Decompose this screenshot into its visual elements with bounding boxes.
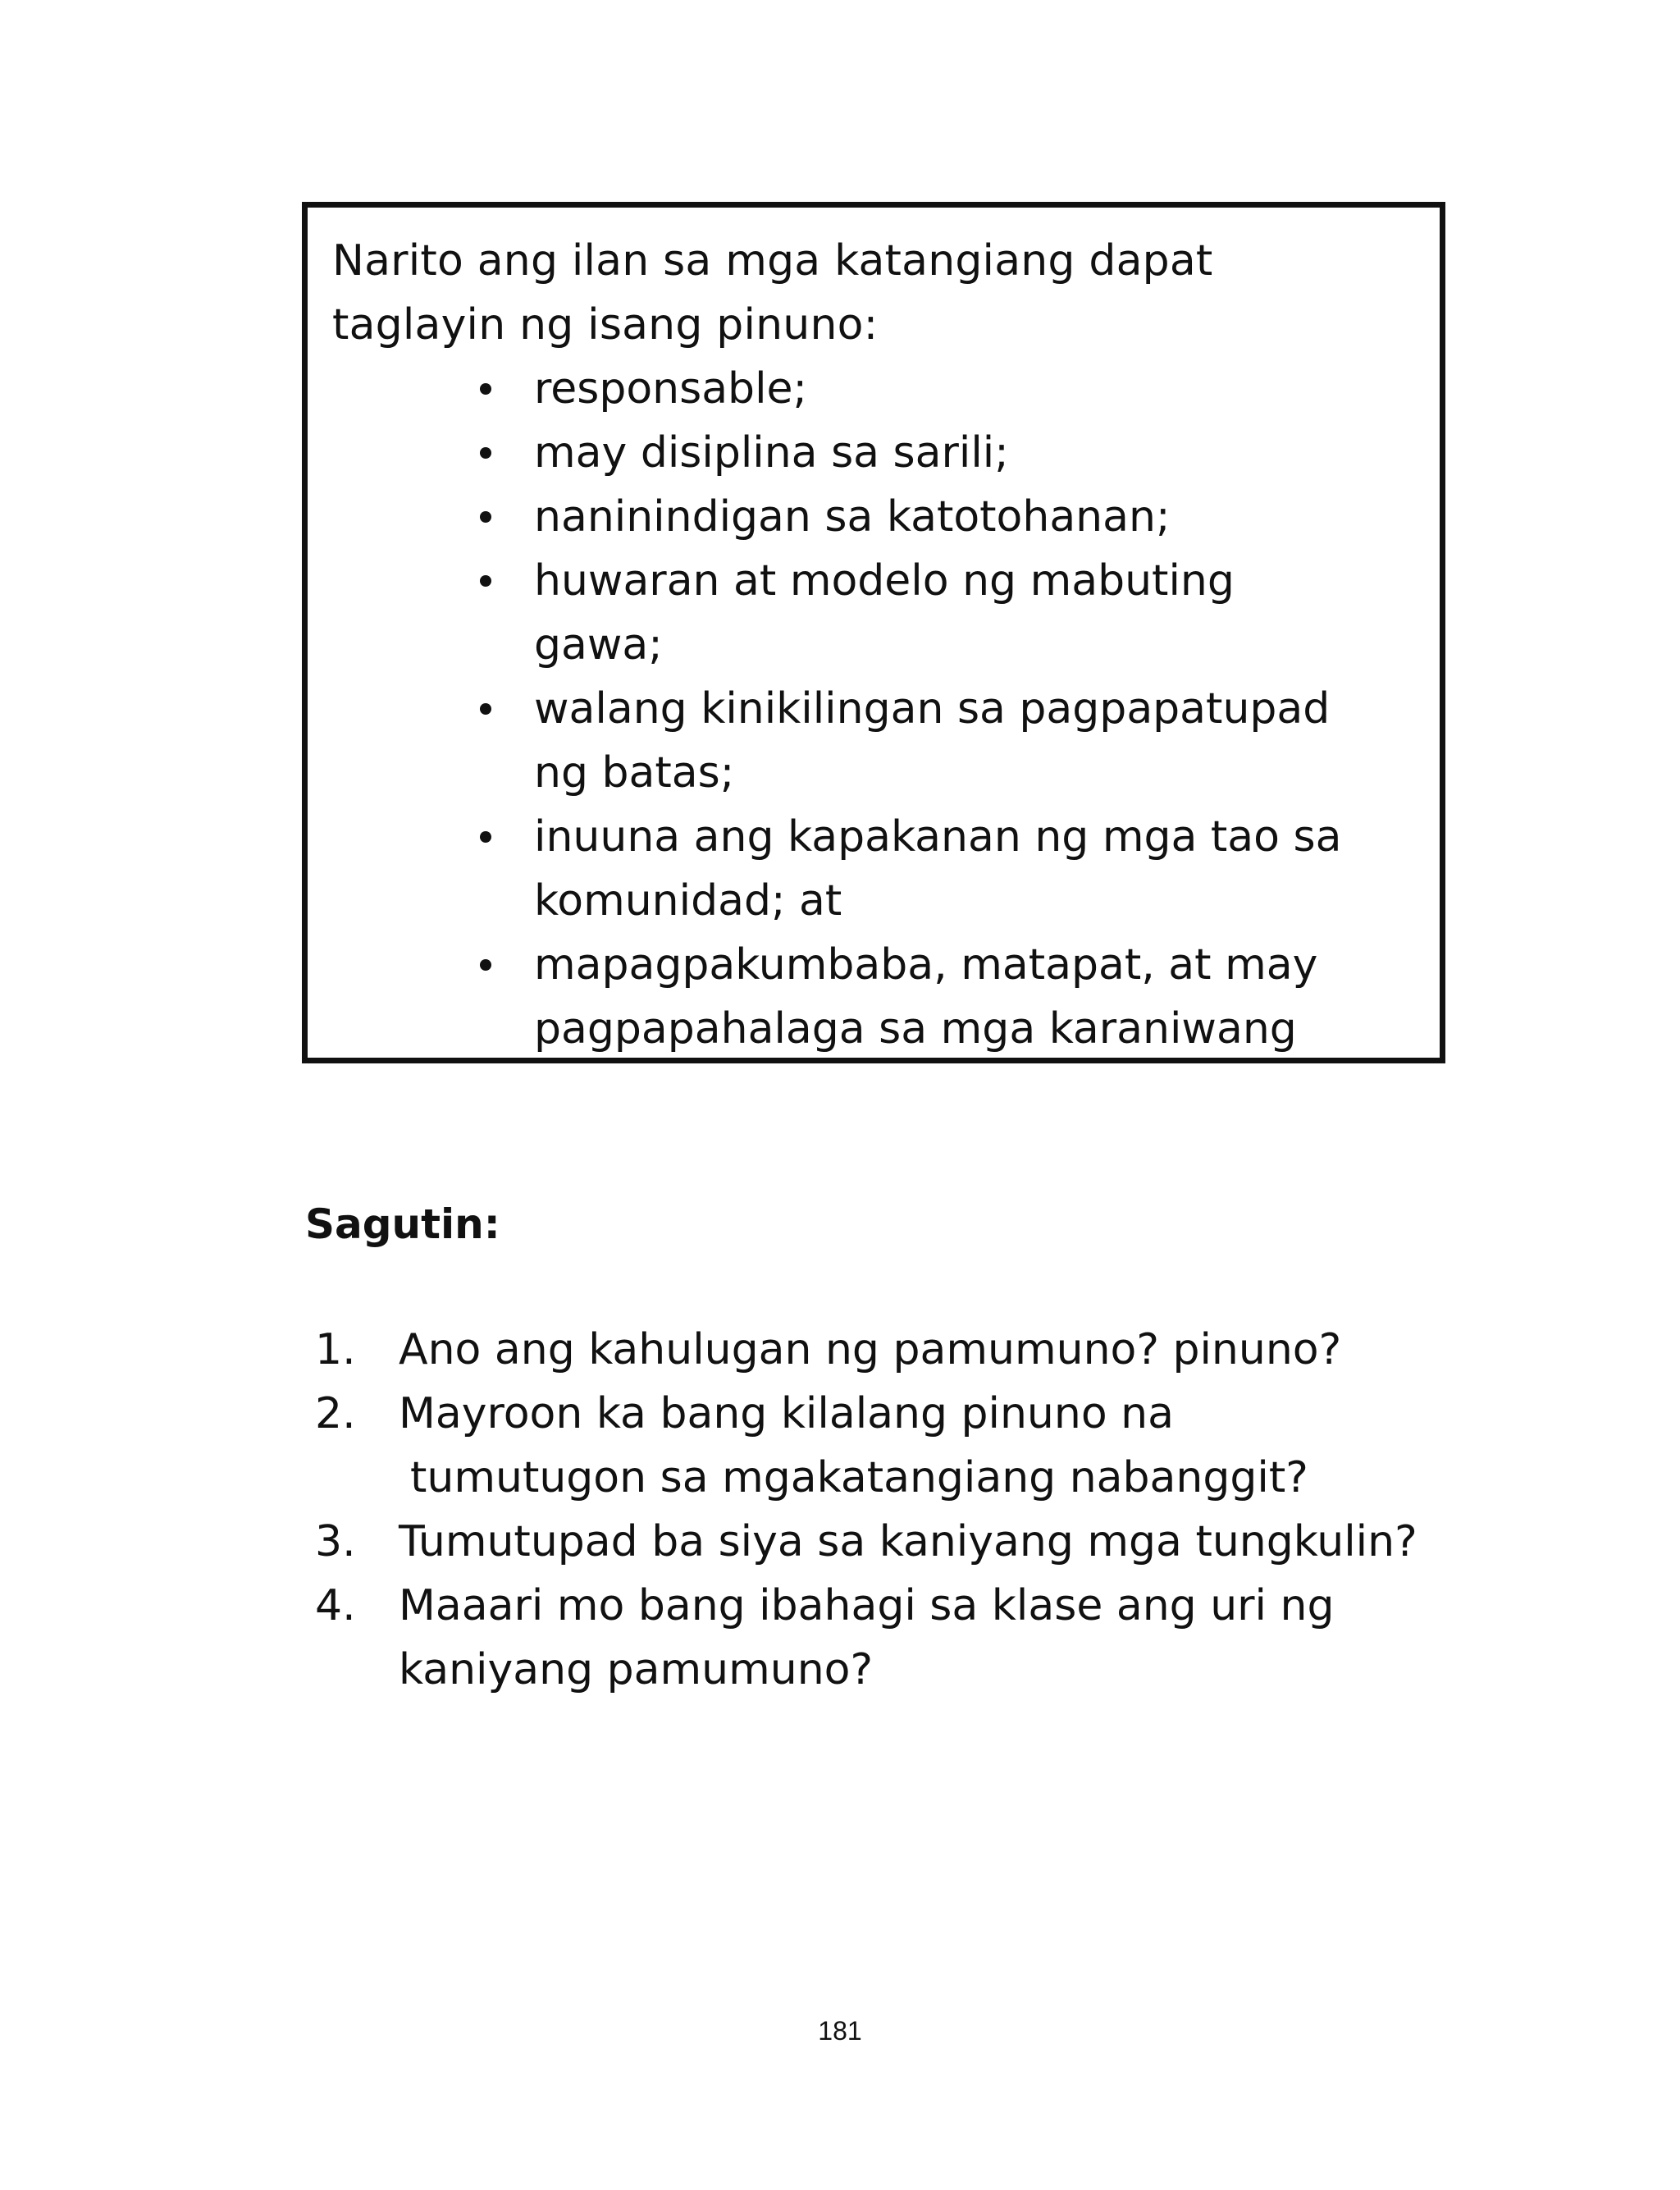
bullet-icon xyxy=(480,959,491,971)
page-number: 181 xyxy=(818,2016,862,2046)
question-text-continued: tumutugon sa mgakatangiang nabanggit? xyxy=(410,1453,1308,1502)
trait-text-continued: pagpapahalaga sa mga karaniwang xyxy=(534,1004,1297,1054)
question-text: Ano ang kahulugan ng pamumuno? pinuno? xyxy=(399,1325,1342,1374)
question-number: 4. xyxy=(315,1581,356,1630)
trait-text: huwaran at modelo ng mabuting xyxy=(534,556,1235,606)
trait-text-continued: komunidad; at xyxy=(534,876,842,926)
trait-item xyxy=(534,421,1415,485)
intro-line-1: Narito ang ilan sa mga katangiang dapat xyxy=(332,236,1213,286)
question-item xyxy=(312,1510,1493,1574)
intro-text xyxy=(332,229,1415,357)
trait-item xyxy=(534,933,1415,1061)
section-heading: Sagutin: xyxy=(305,1200,500,1248)
question-number: 2. xyxy=(315,1389,356,1438)
question-item xyxy=(312,1318,1493,1382)
question-text-continued: kaniyang pamumuno? xyxy=(399,1645,874,1694)
trait-item xyxy=(534,549,1415,677)
question-item xyxy=(312,1574,1493,1702)
trait-item xyxy=(534,805,1415,933)
question-text: Tumutupad ba siya sa kaniyang mga tungkulin? xyxy=(399,1517,1418,1566)
bullet-icon xyxy=(480,447,491,459)
trait-text: inuuna ang kapakanan ng mga tao sa xyxy=(534,812,1342,862)
trait-item xyxy=(534,357,1415,421)
question-text: Mayroon ka bang kilalang pinuno na xyxy=(399,1389,1174,1438)
trait-item xyxy=(534,677,1415,805)
trait-text: mapagpakumbaba, matapat, at may xyxy=(534,940,1318,990)
trait-text-continued: gawa; xyxy=(534,620,663,670)
intro-line-2: taglayin ng isang pinuno: xyxy=(332,300,879,350)
question-text: Maaari mo bang ibahagi sa klase ang uri ng xyxy=(399,1581,1335,1630)
bullet-icon xyxy=(480,511,491,523)
bullet-icon xyxy=(480,831,491,843)
trait-text-continued: ng batas; xyxy=(534,748,735,798)
trait-list xyxy=(332,357,1415,1061)
question-item xyxy=(312,1382,1493,1510)
trait-item xyxy=(534,485,1415,549)
trait-text: naninindigan sa katotohanan; xyxy=(534,492,1171,542)
trait-text: responsable; xyxy=(534,364,808,414)
bullet-icon xyxy=(480,575,491,587)
question-number: 3. xyxy=(315,1517,356,1566)
trait-text: walang kinikilingan sa pagpapatupad xyxy=(534,684,1331,734)
bullet-icon xyxy=(480,383,491,395)
question-number: 1. xyxy=(315,1325,356,1374)
question-list xyxy=(312,1318,1493,1702)
bullet-icon xyxy=(480,703,491,715)
trait-text: may disiplina sa sarili; xyxy=(534,428,1009,478)
leader-traits-box xyxy=(302,202,1445,1063)
